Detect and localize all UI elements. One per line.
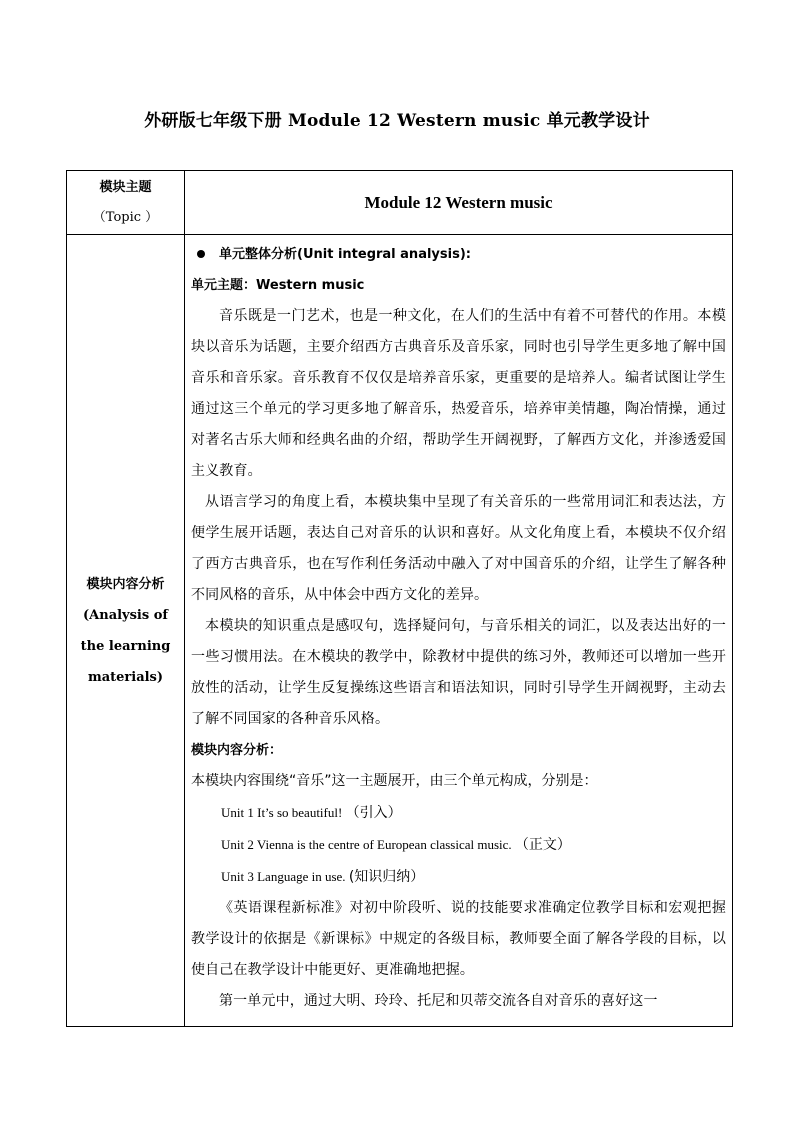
bullet-icon <box>197 250 205 258</box>
topic-value: Module 12 Western music <box>185 171 733 235</box>
unit-2-line <box>191 829 726 861</box>
analysis-label: 模块内容分析 <box>86 576 165 592</box>
analysis-row <box>67 235 733 1027</box>
paragraph-2: 从语言学习的角度上看，本模块集中呈现了有关音乐的一些常用词汇和表达法，方便学生展开话题，表达自己对音乐的认识和喜好。从文化角度上看，本模块不仅介绍了西方古典音乐，也在写作利任务活动中融入了对中国音乐的介绍，让学生了解各种不同风格的音乐，从中体会中西方文化的差异。 <box>191 494 726 603</box>
paragraph-3: 本模块的知识重点是感叹句，选择疑问句，与音乐相关的词汇，以及表达出好的一一些习惯用法。在木模块的教学中，除教材中提供的练习外，教师还可以增加一些开放性的活动，让学生反复操练这些语言和语法知识，同时引导学生开阔视野，主动去了解不同国家的各种音乐风格。 <box>191 618 726 727</box>
unit-2-note: （正文） <box>514 837 571 853</box>
unit-3-note: (知识归纳） <box>348 869 425 885</box>
topic-row <box>67 171 733 235</box>
topic-label: 模块主题 <box>99 179 152 195</box>
unit-3: Unit 3 Language in use. <box>221 869 346 884</box>
analysis-label-cell <box>67 235 185 1027</box>
analysis-label-en-3: materials) <box>87 669 164 685</box>
analysis-content-cell <box>185 235 733 1027</box>
document-title: 外研版七年级下册 Module 12 Western music 单元教学设计 <box>144 111 650 131</box>
content-analysis-heading: 模块内容分析： <box>191 743 283 758</box>
unit-analysis-heading: 单元整体分析(Unit integral analysis): <box>219 247 471 262</box>
topic-label-en: （Topic ） <box>92 209 159 225</box>
paragraph-5: 第一单元中，通过大明、玲玲、托尼和贝蒂交流各自对音乐的喜好这一 <box>219 993 658 1009</box>
analysis-label-en-2: the learning <box>80 638 171 654</box>
analysis-label-en-1: (Analysis of <box>83 607 168 623</box>
unit-1-line <box>191 797 726 829</box>
paragraph-4: 《英语课程新标准》对初中阶段听、说的技能要求准确定位教学目标和宏观把握教学设计的依据是《新课标》中规定的各级目标，教师要全面了解各学段的目标，以使自己在教学设计中能更好、更准确地把握。 <box>191 900 726 978</box>
unit-analysis-heading-line <box>191 239 726 270</box>
analysis-content <box>185 235 732 1026</box>
unit-2: Unit 2 Vienna is the centre of European classical music. <box>221 837 512 852</box>
topic-label-cell <box>67 171 185 235</box>
unit-theme: 单元主题：Western music <box>191 278 365 293</box>
paragraph-1: 音乐既是一门艺术，也是一种文化，在人们的生活中有着不可替代的作用。本模块以音乐为话题，主要介绍西方古典音乐及音乐家，同时也引导学生更多地了解中国音乐和音乐家。音乐教育不仅仅是培养音乐家，更重要的是培养人。编者试图让学生通过这三个单元的学习更多地了解音乐，热爱音乐，培养审美情趣，陶冶情操，通过对著名古乐大师和经典名曲的介绍，帮助学生开阔视野，了解西方文化，并渗透爱国主义教育。 <box>191 308 726 479</box>
unit-3-line <box>191 861 726 893</box>
unit-1-note: （引入） <box>345 805 402 821</box>
unit-1: Unit 1 It’s so beautiful! <box>221 805 343 820</box>
content-intro: 本模块内容围绕“音乐”这一主题展开，由三个单元构成，分别是： <box>191 773 598 789</box>
lesson-design-table <box>66 170 733 1027</box>
